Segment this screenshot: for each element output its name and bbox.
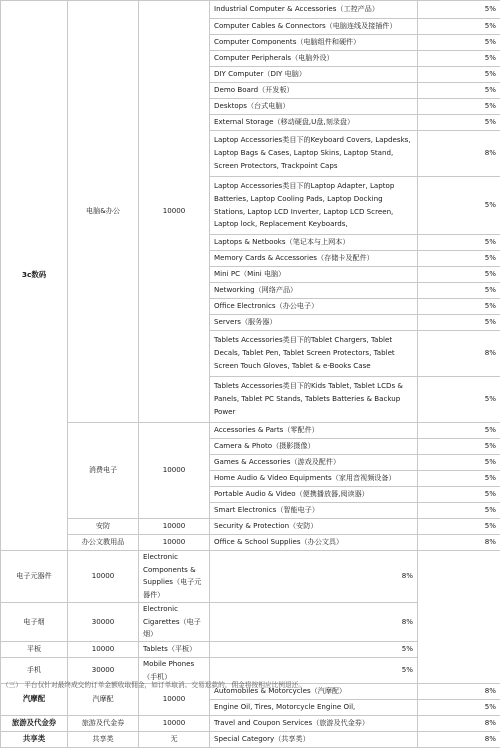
category-item-cell <box>210 716 418 732</box>
amount-cell: 10000 <box>139 684 210 716</box>
secondary-category-cell: 平板 <box>1 641 68 657</box>
category-item-cell <box>210 455 418 471</box>
category-item-cell <box>210 519 418 535</box>
commission-rate-cell: 5% <box>418 177 500 235</box>
secondary-category-cell: 电脑&办公 <box>68 1 139 423</box>
category-item-text: Smart Electronics（智能电子） <box>214 504 413 517</box>
primary-category-cell: 共享类 <box>1 732 68 748</box>
table-row <box>1 716 500 732</box>
commission-rate-cell: 5% <box>210 641 418 657</box>
commission-rate-cell: 8% <box>418 684 500 700</box>
commission-rate-cell: 5% <box>418 503 500 519</box>
category-item-text: Office & School Supplies（办公文具） <box>214 536 413 549</box>
commission-rate-cell: 5% <box>210 657 418 683</box>
category-item-cell <box>139 641 210 657</box>
category-item-cell <box>139 551 210 603</box>
category-item-cell <box>210 235 418 251</box>
secondary-category-cell: 电子元器件 <box>1 551 68 603</box>
secondary-category-cell: 共享类 <box>68 732 139 748</box>
category-item-cell <box>210 732 418 748</box>
category-item-text: Office Electronics（办公电子） <box>214 300 413 313</box>
commission-rate-cell: 5% <box>418 315 500 331</box>
amount-cell: 10000 <box>68 551 139 603</box>
category-item-text: DIY Computer（DIY 电脑） <box>214 68 413 81</box>
commission-rate-cell: 8% <box>210 602 418 641</box>
category-item-cell <box>210 267 418 283</box>
category-item-text: Mini PC（Mini 电脑） <box>214 268 413 281</box>
commission-rate-cell: 5% <box>418 267 500 283</box>
commission-rate-cell: 5% <box>418 423 500 439</box>
secondary-category-cell: 手机 <box>1 657 68 683</box>
commission-rate-cell: 5% <box>418 115 500 131</box>
category-item-cell <box>210 131 418 177</box>
primary-category-cell: 旅游及代金券 <box>1 716 68 732</box>
commission-rate-cell: 8% <box>418 331 500 377</box>
category-item-cell <box>210 487 418 503</box>
category-item-text: Industrial Computer & Accessories（工控产品） <box>214 3 413 16</box>
category-item-text: Accessories & Parts（零配件） <box>214 424 413 437</box>
amount-cell: 10000 <box>139 519 210 535</box>
commission-rate-cell: 8% <box>418 535 500 551</box>
commission-rate-cell: 5% <box>418 83 500 99</box>
category-item-cell <box>210 1 418 19</box>
table-row <box>1 519 500 535</box>
category-item-cell <box>210 35 418 51</box>
category-item-cell <box>210 283 418 299</box>
category-item-cell <box>210 177 418 235</box>
table-row <box>1 602 500 641</box>
amount-cell: 10000 <box>139 716 210 732</box>
commission-rate-cell: 5% <box>418 283 500 299</box>
secondary-category-cell: 电子烟 <box>1 602 68 641</box>
commission-rate-cell: 5% <box>418 67 500 83</box>
category-item-text: Games & Accessories（游戏及配件） <box>214 456 413 469</box>
table-row <box>1 423 500 439</box>
category-item-text: External Storage（移动硬盘,U盘,刻录盘） <box>214 116 413 129</box>
category-item-text: Servers（服务器） <box>214 316 413 329</box>
category-item-text: Portable Audio & Video（便携播放器,阅读器） <box>214 488 413 501</box>
commission-rate-cell: 5% <box>418 299 500 315</box>
table-row <box>1 535 500 551</box>
category-item-text: Computer Cables & Connectors（电脑连线及接插件） <box>214 20 413 33</box>
category-item-cell <box>210 535 418 551</box>
table-row <box>1 1 500 19</box>
commission-rate-cell: 8% <box>418 732 500 748</box>
footnote: （三） 平台仅针对最终成交的订单金额收取佣金，如订单取消、交易退款的，佣金将按相应比例退还。 <box>2 680 500 690</box>
category-item-cell <box>210 83 418 99</box>
category-item-text: Computer Components（电脑组件和硬件） <box>214 36 413 49</box>
category-item-text: Desktops（台式电脑） <box>214 100 413 113</box>
commission-rate-cell: 8% <box>418 131 500 177</box>
category-item-cell <box>210 67 418 83</box>
table-row <box>1 641 500 657</box>
category-item-text: Mobile Phones（手机） <box>143 658 205 683</box>
commission-rate-cell: 5% <box>418 99 500 115</box>
category-item-text: Computer Peripherals（电脑外设） <box>214 52 413 65</box>
commission-rate-cell: 8% <box>210 551 418 603</box>
commission-rate-cell: 5% <box>418 439 500 455</box>
commission-rate-cell: 5% <box>418 19 500 35</box>
commission-rate-cell: 5% <box>418 455 500 471</box>
category-item-text: Tablets（平板） <box>143 643 205 656</box>
commission-rate-cell: 5% <box>418 471 500 487</box>
category-item-cell <box>210 251 418 267</box>
amount-cell: 无 <box>139 732 210 748</box>
commission-rate-cell: 5% <box>418 51 500 67</box>
commission-rate-cell: 5% <box>418 35 500 51</box>
secondary-category-cell: 安防 <box>68 519 139 535</box>
category-item-cell <box>210 700 418 716</box>
category-item-text: Home Audio & Video Equipments（家用音视频设备） <box>214 472 413 485</box>
category-item-cell <box>210 471 418 487</box>
amount-cell: 10000 <box>139 535 210 551</box>
category-item-text: Laptop Accessories类目下的Keyboard Covers, Lapdesks, Laptop Bags & Cases, Laptop Skins, Laptop Stand, Screen Protectors, Trackpoint Caps <box>214 134 413 172</box>
category-item-cell <box>210 315 418 331</box>
secondary-category-cell: 汽摩配 <box>68 684 139 716</box>
commission-rate-cell: 5% <box>418 377 500 423</box>
category-item-cell <box>210 299 418 315</box>
commission-rate-cell: 5% <box>418 1 500 19</box>
commission-rate-cell: 5% <box>418 487 500 503</box>
category-item-text: Travel and Coupon Services（旅游及代金券） <box>214 717 413 730</box>
category-item-cell <box>210 423 418 439</box>
category-item-text: Tablets Accessories类目下的Kids Tablet, Tablet LCDs & Panels, Tablet PC Stands, Tablets Batteries & Backup Power <box>214 380 413 418</box>
table-body <box>1 1 500 748</box>
category-item-cell <box>210 503 418 519</box>
category-item-text: Memory Cards & Accessories（存储卡及配件） <box>214 252 413 265</box>
commission-rate-cell: 5% <box>418 251 500 267</box>
commission-rate-cell: 5% <box>418 700 500 716</box>
category-item-text: Demo Board（开发板） <box>214 84 413 97</box>
amount-cell: 30000 <box>68 602 139 641</box>
table-row <box>1 551 500 603</box>
amount-cell: 10000 <box>139 423 210 519</box>
category-item-text: Electronic Components & Supplies（电子元器件） <box>143 551 205 602</box>
category-item-text: Automobiles & Motorcycles（汽摩配） <box>214 685 413 698</box>
category-item-text: Camera & Photo（摄影摄像） <box>214 440 413 453</box>
table-row <box>1 732 500 748</box>
category-item-cell <box>210 439 418 455</box>
category-item-text: Engine Oil, Tires, Motorcycle Engine Oil, <box>214 701 413 714</box>
amount-cell: 10000 <box>68 641 139 657</box>
secondary-category-cell: 旅游及代金券 <box>68 716 139 732</box>
category-item-cell <box>210 115 418 131</box>
secondary-category-cell: 办公文教用品 <box>68 535 139 551</box>
amount-cell: 30000 <box>68 657 139 683</box>
category-item-text: Networking（网络产品） <box>214 284 413 297</box>
primary-category-cell: 3c数码 <box>1 1 68 551</box>
category-item-cell <box>210 19 418 35</box>
category-item-text: Tablets Accessories类目下的Tablet Chargers, Tablet Decals, Tablet Pen, Tablet Screen Protectors, Tablet Screen Touch Gloves, Tablet & e-Books Case <box>214 334 413 372</box>
category-item-cell <box>210 331 418 377</box>
commission-rate-cell: 5% <box>418 235 500 251</box>
category-item-text: Laptop Accessories类目下的Laptop Adapter, Laptop Batteries, Laptop Cooling Pads, Laptop Docking Stations, Laptop LCD Inverter, Laptop LCD Screen, Laptop lock, Replacement Keyboards, <box>214 180 413 231</box>
secondary-category-cell: 消费电子 <box>68 423 139 519</box>
primary-category-cell: 汽摩配 <box>1 684 68 716</box>
category-item-cell <box>210 377 418 423</box>
category-item-cell <box>210 99 418 115</box>
category-item-cell <box>139 602 210 641</box>
amount-cell: 10000 <box>139 1 210 423</box>
category-item-text: Security & Protection（安防） <box>214 520 413 533</box>
category-item-text: Electronic Cigarettes（电子烟） <box>143 603 205 641</box>
category-item-text: Laptops & Netbooks（笔记本与上网本） <box>214 236 413 249</box>
category-item-text: Special Category（共享类） <box>214 733 413 746</box>
commission-rate-cell: 5% <box>418 519 500 535</box>
commission-rate-cell: 8% <box>418 716 500 732</box>
category-item-cell <box>210 51 418 67</box>
